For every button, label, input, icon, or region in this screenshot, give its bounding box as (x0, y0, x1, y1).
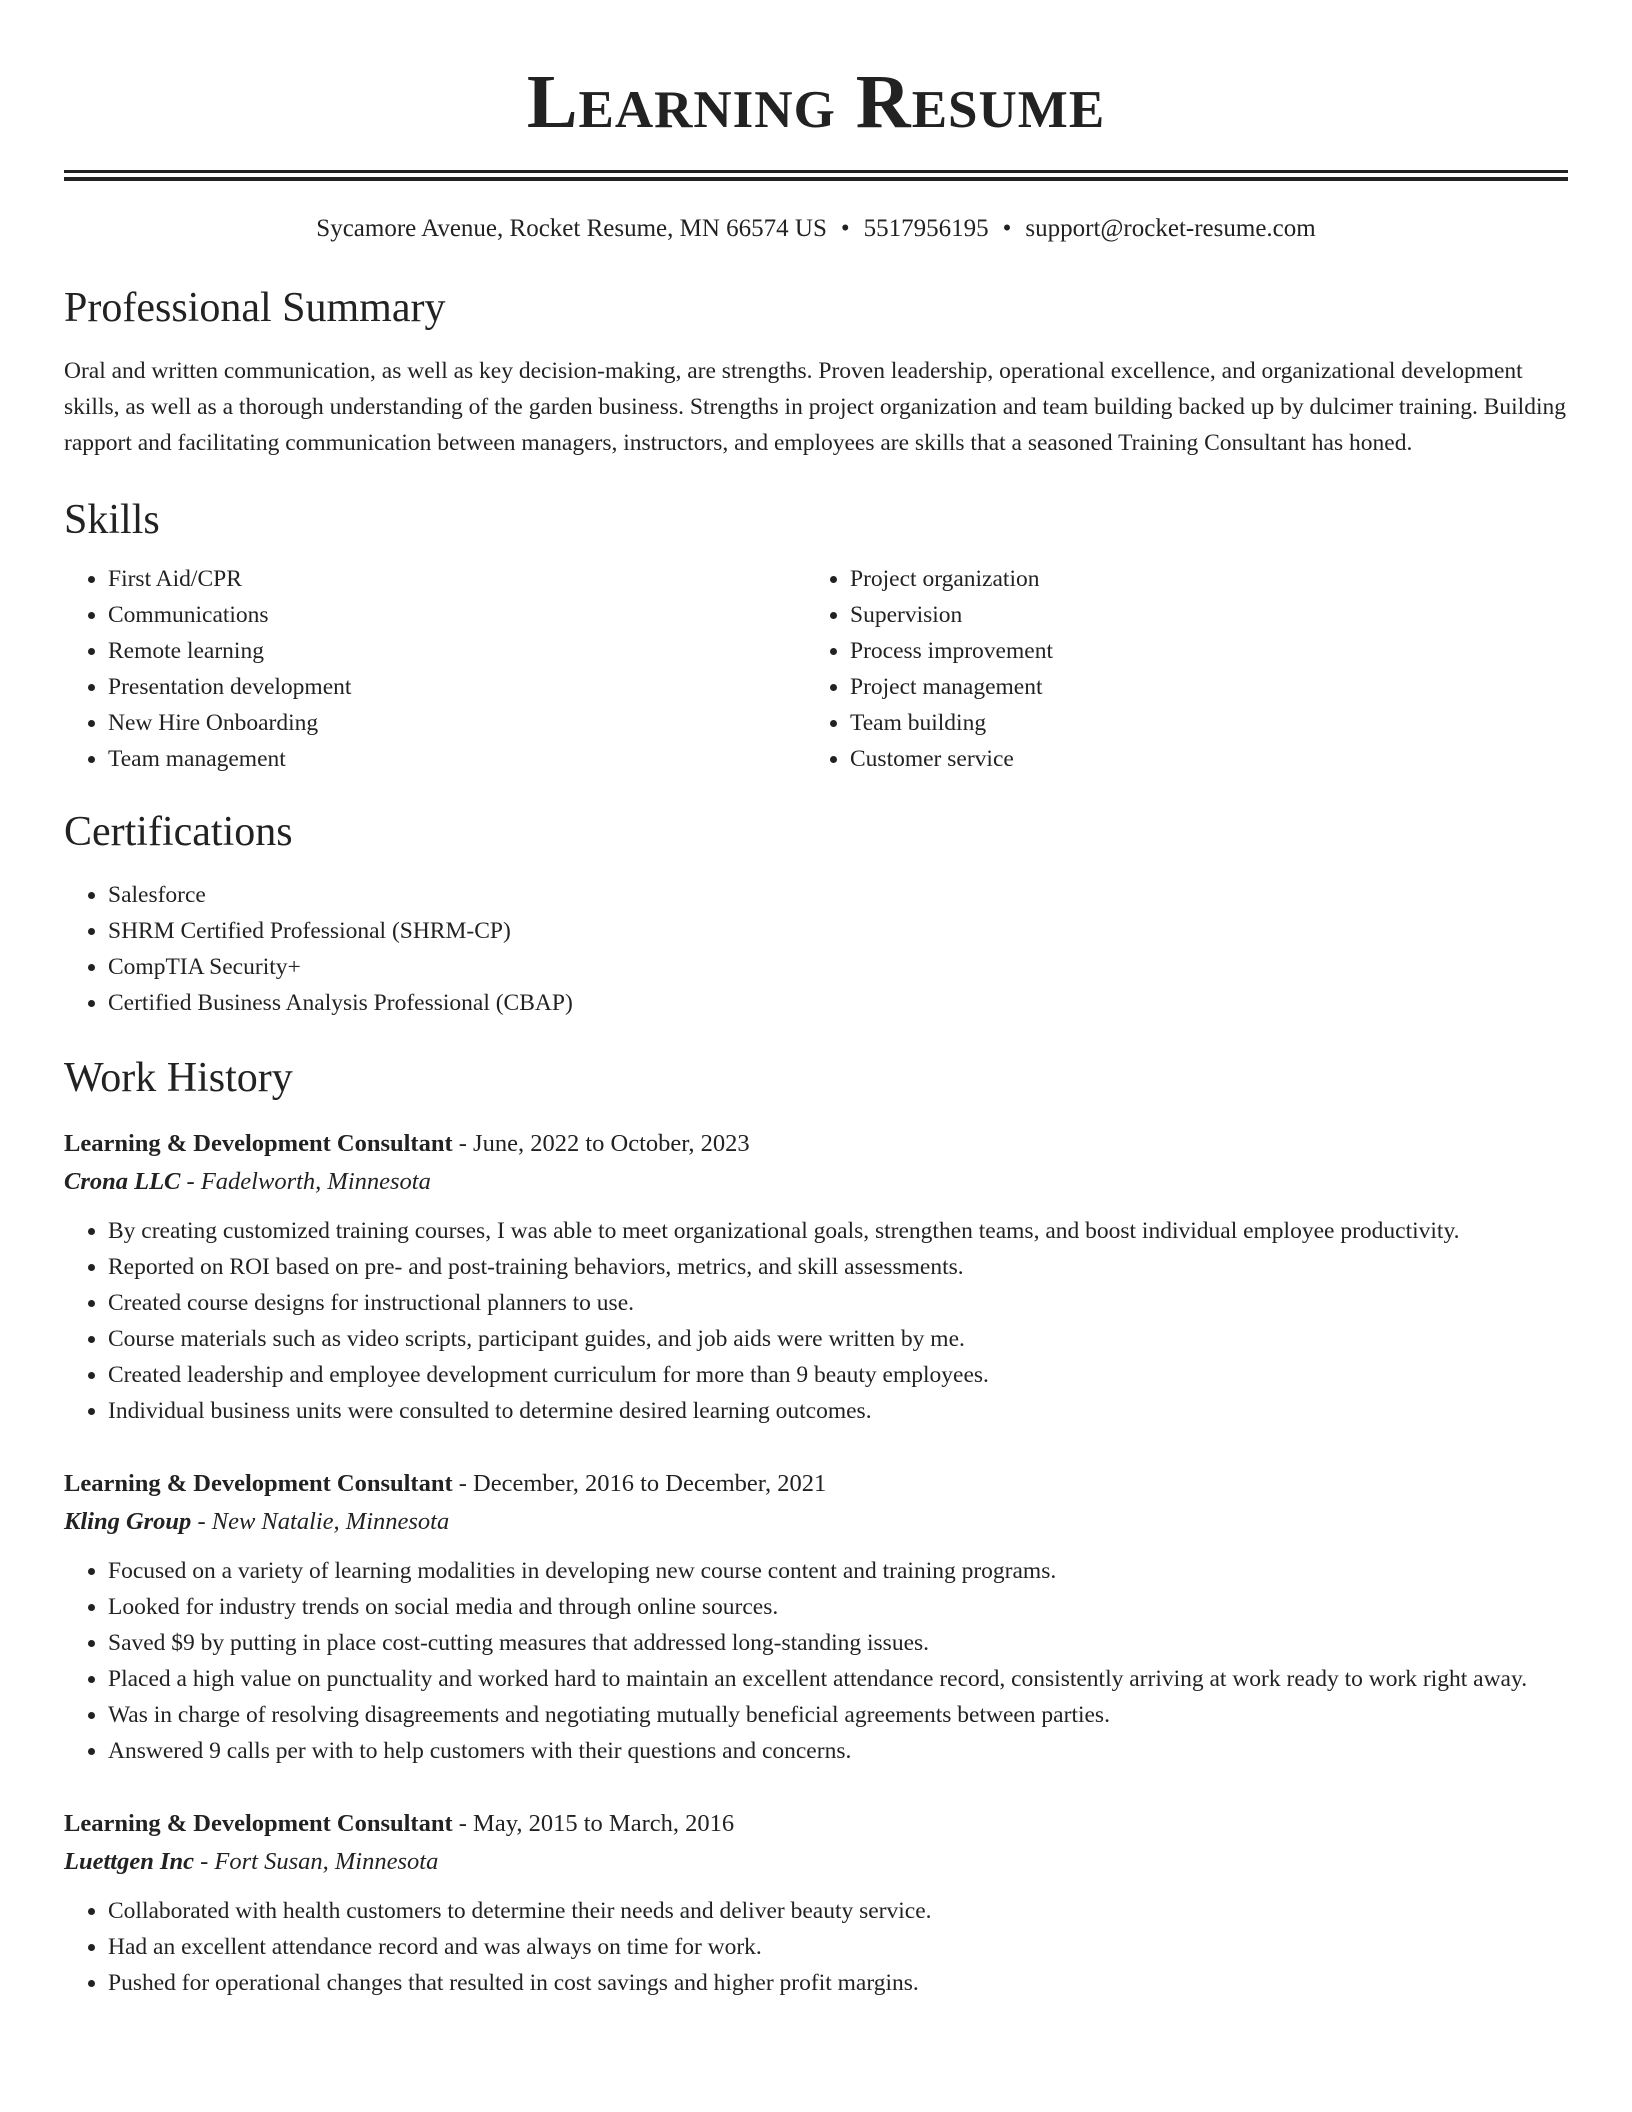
certifications-list (64, 877, 1568, 1021)
job-entry (64, 1125, 1568, 1429)
job-company: Kling Group (64, 1508, 192, 1535)
certification-item: • Certified Business Analysis Professional (CBAP) (108, 985, 1568, 1021)
skill-item: • Process improvement (850, 633, 1548, 669)
contact-separator: • (1002, 215, 1012, 242)
skill-item: • First Aid/CPR (108, 561, 806, 597)
certification-item: • Salesforce (108, 877, 1568, 913)
skills-column-right (806, 561, 1548, 777)
skills-column-left (64, 561, 806, 777)
job-duty-item: • Looked for industry trends on social media and through online sources. (108, 1589, 1568, 1625)
resume-title: Learning Resume (526, 60, 1106, 144)
section-heading-certifications: Certifications (64, 809, 293, 855)
job-duty-item: • Reported on ROI based on pre- and post-training behaviors, metrics, and skill assessments. (108, 1249, 1568, 1285)
skills-list-right (806, 561, 1548, 777)
job-duties-list (64, 1893, 1568, 2001)
skill-item: • Presentation development (108, 669, 806, 705)
job-title-line (64, 1125, 1568, 1163)
title-double-rule (64, 170, 1568, 181)
skill-item: • Team building (850, 705, 1548, 741)
job-duty-item: • Placed a high value on punctuality and worked hard to maintain an excellent attendance record, consistently arriving at work ready to work right away. (108, 1661, 1568, 1697)
job-location: Fort Susan, Minnesota (214, 1848, 439, 1875)
job-dash: - (452, 1130, 474, 1157)
contact-address: Sycamore Avenue, Rocket Resume, MN 66574 US (316, 215, 827, 242)
skill-item: • Remote learning (108, 633, 806, 669)
contact-phone: 5517956195 (863, 215, 989, 242)
contact-line (64, 213, 1568, 245)
job-dates: June, 2022 to October, 2023 (473, 1130, 750, 1157)
section-heading-work-history: Work History (64, 1055, 293, 1101)
skills-grid (64, 561, 1568, 777)
skill-item: • Project management (850, 669, 1548, 705)
certifications-section (64, 811, 1568, 1021)
job-dates: December, 2016 to December, 2021 (473, 1470, 827, 1497)
job-role: Learning & Development Consultant (64, 1810, 453, 1837)
job-location: Fadelworth, Minnesota (200, 1168, 431, 1195)
job-duty-item: • Collaborated with health customers to determine their needs and deliver beauty service. (108, 1893, 1568, 1929)
job-role: Learning & Development Consultant (64, 1470, 453, 1497)
job-duty-item: • Had an excellent attendance record and was always on time for work. (108, 1929, 1568, 1965)
job-duty-item: • Created leadership and employee development curriculum for more than 9 beauty employees. (108, 1357, 1568, 1393)
job-company-line (64, 1843, 1568, 1881)
job-duty-item: • Saved $9 by putting in place cost-cutting measures that addressed long-standing issues. (108, 1625, 1568, 1661)
job-company-line (64, 1503, 1568, 1541)
job-duty-item: • Individual business units were consulted to determine desired learning outcomes. (108, 1393, 1568, 1429)
job-entry (64, 1465, 1568, 1769)
job-entry (64, 1805, 1568, 2001)
job-dates: May, 2015 to March, 2016 (473, 1810, 735, 1837)
job-title-line (64, 1465, 1568, 1503)
summary-text: Oral and written communication, as well as key decision-making, are strengths. Proven leadership, operational excellence, and organizational development skills, as well as a thorough understanding of the garden business. Strengths in project organization and team building backed up by dulcimer training. Building rapport and facilitating communication between managers, instructors, and employees are skills that a seasoned Training Consultant has honed. (64, 358, 1566, 456)
job-dash: - (452, 1810, 474, 1837)
contact-separator: • (840, 215, 850, 242)
job-duty-item: • Created course designs for instructional planners to use. (108, 1285, 1568, 1321)
section-heading-skills: Skills (64, 497, 160, 543)
professional-summary-section (64, 287, 1568, 461)
certification-item: • CompTIA Security+ (108, 949, 1568, 985)
job-duty-item: • Focused on a variety of learning modalities in developing new course content and training programs. (108, 1553, 1568, 1589)
skill-item: • New Hire Onboarding (108, 705, 806, 741)
job-dash: - (194, 1848, 215, 1875)
job-duty-item: • Pushed for operational changes that resulted in cost savings and higher profit margins. (108, 1965, 1568, 2001)
certification-item: • SHRM Certified Professional (SHRM-CP) (108, 913, 1568, 949)
skill-item: • Customer service (850, 741, 1548, 777)
job-role: Learning & Development Consultant (64, 1130, 453, 1157)
job-title-line (64, 1805, 1568, 1843)
contact-email: support@rocket-resume.com (1025, 215, 1316, 242)
job-company: Luettgen Inc (64, 1848, 194, 1875)
job-duty-item: • By creating customized training courses, I was able to meet organizational goals, strengthen teams, and boost individual employee productivity. (108, 1213, 1568, 1249)
skill-item: • Supervision (850, 597, 1548, 633)
job-duty-item: • Answered 9 calls per with to help customers with their questions and concerns. (108, 1733, 1568, 1769)
job-duties-list (64, 1213, 1568, 1429)
job-duty-item: • Course materials such as video scripts, participant guides, and job aids were written by me. (108, 1321, 1568, 1357)
skills-section (64, 499, 1568, 777)
job-dash: - (191, 1508, 212, 1535)
job-dash: - (452, 1470, 474, 1497)
job-location: New Natalie, Minnesota (211, 1508, 450, 1535)
job-company-line (64, 1163, 1568, 1201)
section-heading-summary: Professional Summary (64, 285, 446, 331)
job-dash: - (180, 1168, 201, 1195)
skills-list-left (64, 561, 806, 777)
job-duties-list (64, 1553, 1568, 1769)
skill-item: • Project organization (850, 561, 1548, 597)
work-history-section (64, 1057, 1568, 2001)
skill-item: • Communications (108, 597, 806, 633)
job-duty-item: • Was in charge of resolving disagreements and negotiating mutually beneficial agreements between parties. (108, 1697, 1568, 1733)
resume-page (64, 0, 1568, 2001)
job-company: Crona LLC (64, 1168, 181, 1195)
skill-item: • Team management (108, 741, 806, 777)
